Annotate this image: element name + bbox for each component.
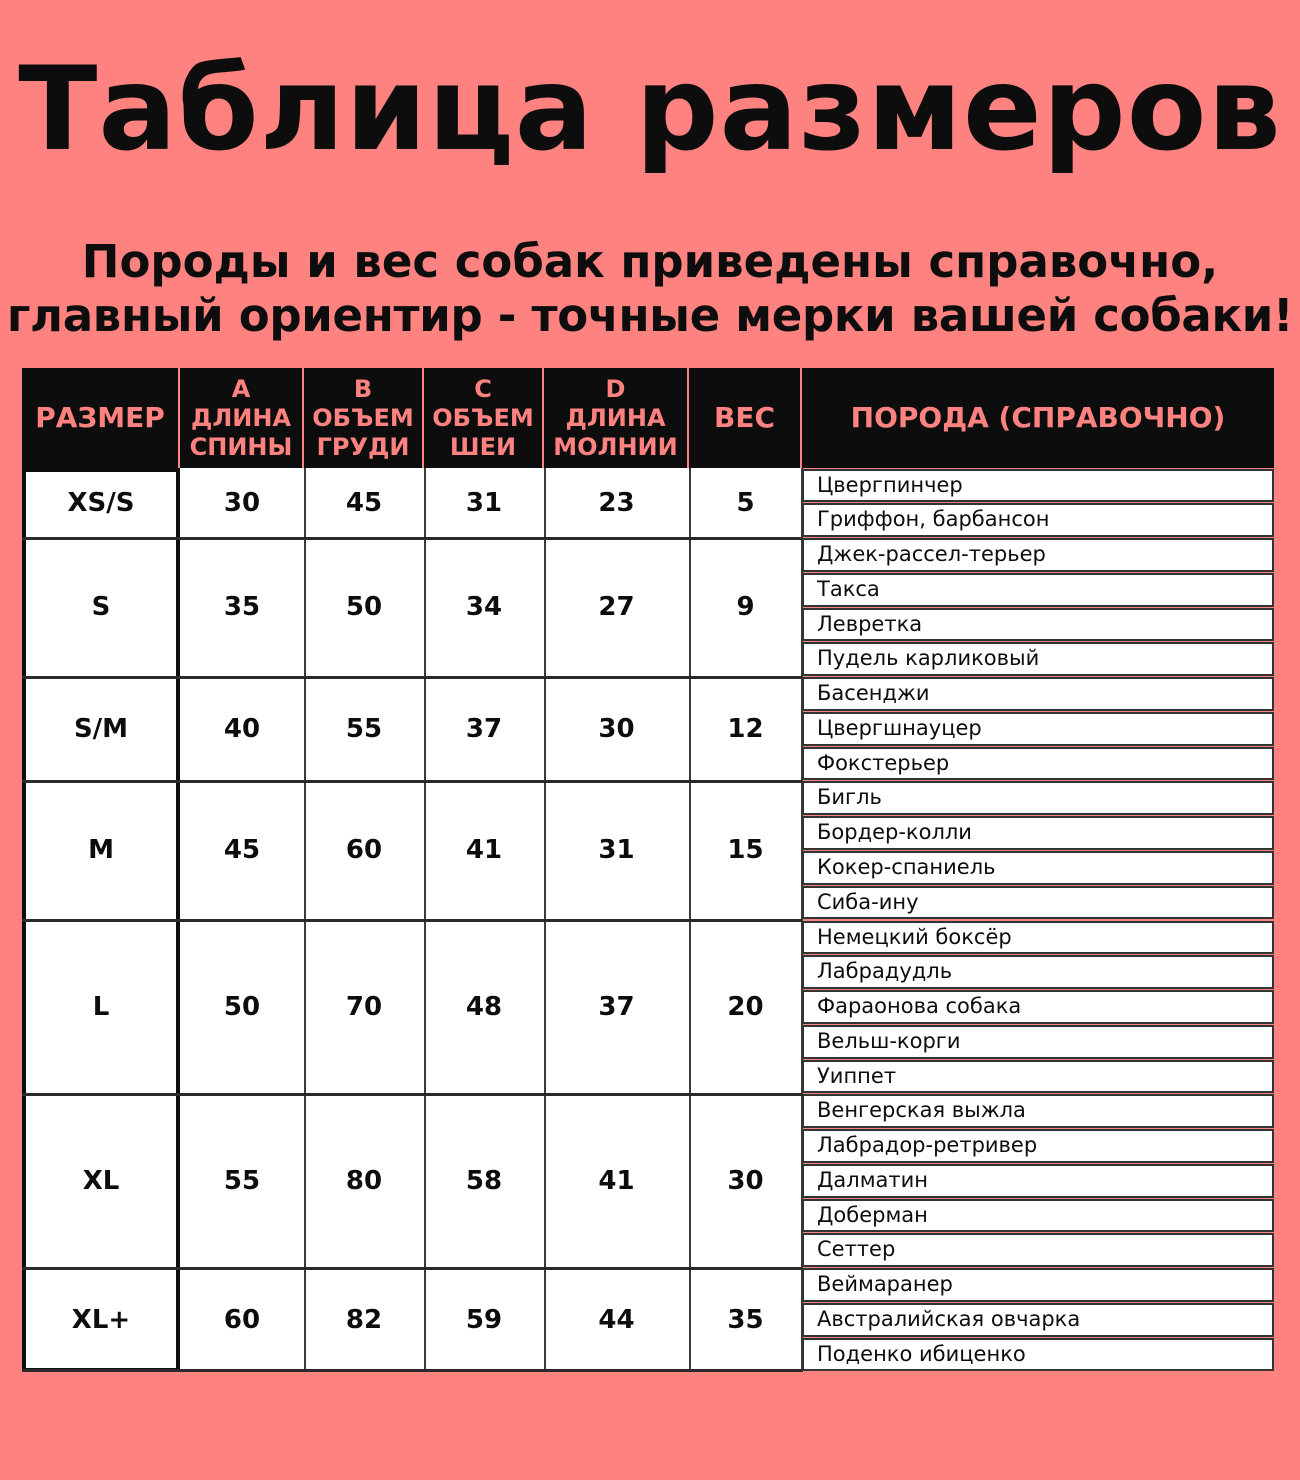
cell-d: 37 xyxy=(598,991,635,1022)
cell-d: 23 xyxy=(598,487,635,518)
header-size-label: РАЗМЕР xyxy=(35,401,165,434)
breed-item: Лабрадор-ретривер xyxy=(802,1129,1274,1163)
header-d-line1: ДЛИНА xyxy=(565,403,666,432)
cell-weight: 5 xyxy=(736,487,755,518)
cell-b: 50 xyxy=(345,592,383,623)
header-d xyxy=(544,368,689,468)
cell-d: 30 xyxy=(598,713,635,744)
header-weight xyxy=(689,368,802,468)
cell-a: 35 xyxy=(223,592,261,623)
header-c-line1: ОБЪЕМ xyxy=(432,403,534,432)
cell-size: S xyxy=(91,592,111,623)
breed-item: Левретка xyxy=(802,608,1274,642)
breed-item: Венгерская выжла xyxy=(802,1094,1274,1128)
header-b-letter: B xyxy=(353,374,373,403)
cell-c: 48 xyxy=(465,991,503,1022)
breed-item: Уиппет xyxy=(802,1060,1274,1094)
cell-b: 45 xyxy=(345,487,383,518)
header-breed-label: ПОРОДА (СПРАВОЧНО) xyxy=(850,401,1226,434)
table-header xyxy=(22,368,1274,468)
cell-weight: 15 xyxy=(727,835,764,866)
size-table xyxy=(22,368,1274,1372)
header-size xyxy=(22,368,180,468)
cell-weight: 12 xyxy=(727,713,764,744)
breed-item: Вельш-корги xyxy=(802,1025,1274,1059)
cell-size: S/M xyxy=(73,713,129,744)
cell-b: 55 xyxy=(345,713,383,744)
cell-a: 50 xyxy=(223,991,261,1022)
header-c xyxy=(424,368,544,468)
header-c-line2: ШЕИ xyxy=(449,432,517,461)
cell-a: 30 xyxy=(223,487,261,518)
cell-d: 44 xyxy=(598,1304,635,1335)
breed-item: Поденко ибиценко xyxy=(802,1338,1274,1372)
header-breed xyxy=(802,368,1274,468)
breed-item: Сеттер xyxy=(802,1233,1274,1267)
breed-item: Пудель карликовый xyxy=(802,642,1274,676)
page-title: Таблица размеров xyxy=(18,42,1282,177)
breed-item: Цвергпинчер xyxy=(802,469,1274,503)
cell-weight: 35 xyxy=(727,1304,764,1335)
breed-item: Фараонова собака xyxy=(802,990,1274,1024)
breed-item: Доберман xyxy=(802,1199,1274,1233)
breed-item: Бордер-колли xyxy=(802,816,1274,850)
cell-size: L xyxy=(92,991,110,1022)
cell-weight: 30 xyxy=(727,1165,764,1196)
cell-c: 34 xyxy=(465,592,503,623)
cell-weight: 20 xyxy=(727,991,764,1022)
header-d-letter: D xyxy=(605,374,626,403)
header-weight-label: ВЕС xyxy=(713,401,776,434)
cell-weight: 9 xyxy=(736,592,755,623)
cell-size: XS/S xyxy=(67,487,135,518)
cell-a: 40 xyxy=(223,713,261,744)
subtitle-line-2: главный ориентир - точные мерки вашей собаки! xyxy=(6,289,1294,342)
cell-d: 41 xyxy=(598,1165,635,1196)
cell-a: 55 xyxy=(223,1165,261,1196)
subtitle-line-1: Породы и вес собак приведены справочно, xyxy=(81,235,1219,288)
header-a-line1: ДЛИНА xyxy=(190,403,292,432)
cell-c: 59 xyxy=(465,1304,503,1335)
breed-item: Басенджи xyxy=(802,677,1274,711)
header-c-letter: C xyxy=(474,374,492,403)
breed-item: Кокер-спаниель xyxy=(802,851,1274,885)
header-b-line1: ОБЪЕМ xyxy=(312,403,414,432)
header-d-line2: МОЛНИИ xyxy=(553,432,678,461)
cell-a: 60 xyxy=(223,1304,261,1335)
header-a xyxy=(180,368,304,468)
cell-size: XL+ xyxy=(71,1304,131,1335)
breed-item: Сиба-ину xyxy=(802,886,1274,920)
cell-size: M xyxy=(88,835,114,866)
header-a-letter: A xyxy=(231,374,251,403)
breed-item: Немецкий боксёр xyxy=(802,921,1274,955)
breed-item: Бигль xyxy=(802,781,1274,815)
breed-item: Такса xyxy=(802,573,1274,607)
header-a-line2: СПИНЫ xyxy=(189,432,293,461)
cell-c: 58 xyxy=(465,1165,503,1196)
cell-c: 41 xyxy=(465,835,503,866)
cell-c: 31 xyxy=(465,487,503,518)
breed-item: Лабрадудль xyxy=(802,955,1274,989)
cell-d: 31 xyxy=(598,835,635,866)
breed-item: Цвергшнауцер xyxy=(802,712,1274,746)
breed-item: Австралийская овчарка xyxy=(802,1303,1274,1337)
breed-item: Веймаранер xyxy=(802,1268,1274,1302)
breed-item: Фокстерьер xyxy=(802,747,1274,781)
cell-c: 37 xyxy=(465,713,503,744)
row-divider xyxy=(22,1369,802,1372)
breed-item: Гриффон, барбансон xyxy=(802,503,1274,537)
cell-a: 45 xyxy=(223,835,261,866)
cell-b: 82 xyxy=(345,1304,383,1335)
header-b-line2: ГРУДИ xyxy=(316,432,410,461)
cell-b: 70 xyxy=(345,991,383,1022)
header-b xyxy=(304,368,424,468)
cell-b: 80 xyxy=(345,1165,383,1196)
table-body xyxy=(22,468,1274,1372)
cell-b: 60 xyxy=(345,835,383,866)
breed-item: Далматин xyxy=(802,1164,1274,1198)
cell-d: 27 xyxy=(598,592,635,623)
cell-size: XL xyxy=(82,1165,120,1196)
breed-item: Джек-рассел-терьер xyxy=(802,538,1274,572)
